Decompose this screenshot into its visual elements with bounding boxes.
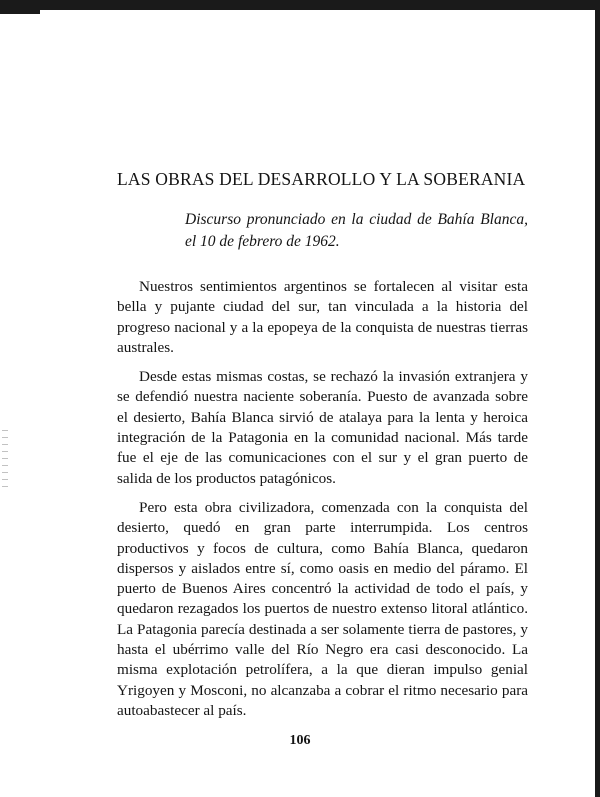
body-paragraph: Desde estas mismas costas, se rechazó la invasión extranjera y se defendió nuestra naciente soberanía. Puesto de avanzada sobre el desierto, Bahía Blanca sirvió de atalaya para la lenta y heroica integración de la Patagonia en la comunidad nacional. Más tarde fue el eje de las comunicaciones con el sur y el gran puerto de salida de los productos patagónicos. <box>117 368 528 487</box>
scan-border-top <box>0 0 600 10</box>
chapter-subtitle: Discurso pronunciado en la ciudad de Bahía Blanca, el 10 de febrero de 1962. <box>185 211 528 250</box>
body-paragraph: Nuestros sentimientos argentinos se fortalecen al visitar esta bella y pujante ciudad del sur, tan vinculada a la historia del progreso nacional y a la epopeya de la conquista de nuestras tierras australes. <box>117 278 528 356</box>
body-paragraph: Pero esta obra civilizadora, comenzada con la conquista del desierto, quedó en gran parte interrumpida. Los centros productivos y focos de cultura, como Bahía Blanca, quedaron dispersos y aislados entre sí, como oasis en medio del páramo. El puerto de Buenos Aires concentró la actividad de todo el país, y quedaron rezagados los puertos de nuestro extenso litoral atlántico. La Patagonia parecía destinada a ser solamente tierra de pastores, y hasta el ubérrimo valle del Río Negro era casi desconocido. La misma explotación petrolífera, a la que dieran impulso genial Yrigoyen y Mosconi, no alcanzaba a cobrar el ritmo necesario para autoabastecer al país. <box>117 498 528 719</box>
page-content <box>117 168 528 721</box>
page-number: 106 <box>289 733 311 748</box>
scan-border-right <box>595 0 600 797</box>
chapter-title: LAS OBRAS DEL DESARROLLO Y LA SOBERANIA <box>117 169 526 189</box>
scan-artifact <box>2 430 8 490</box>
